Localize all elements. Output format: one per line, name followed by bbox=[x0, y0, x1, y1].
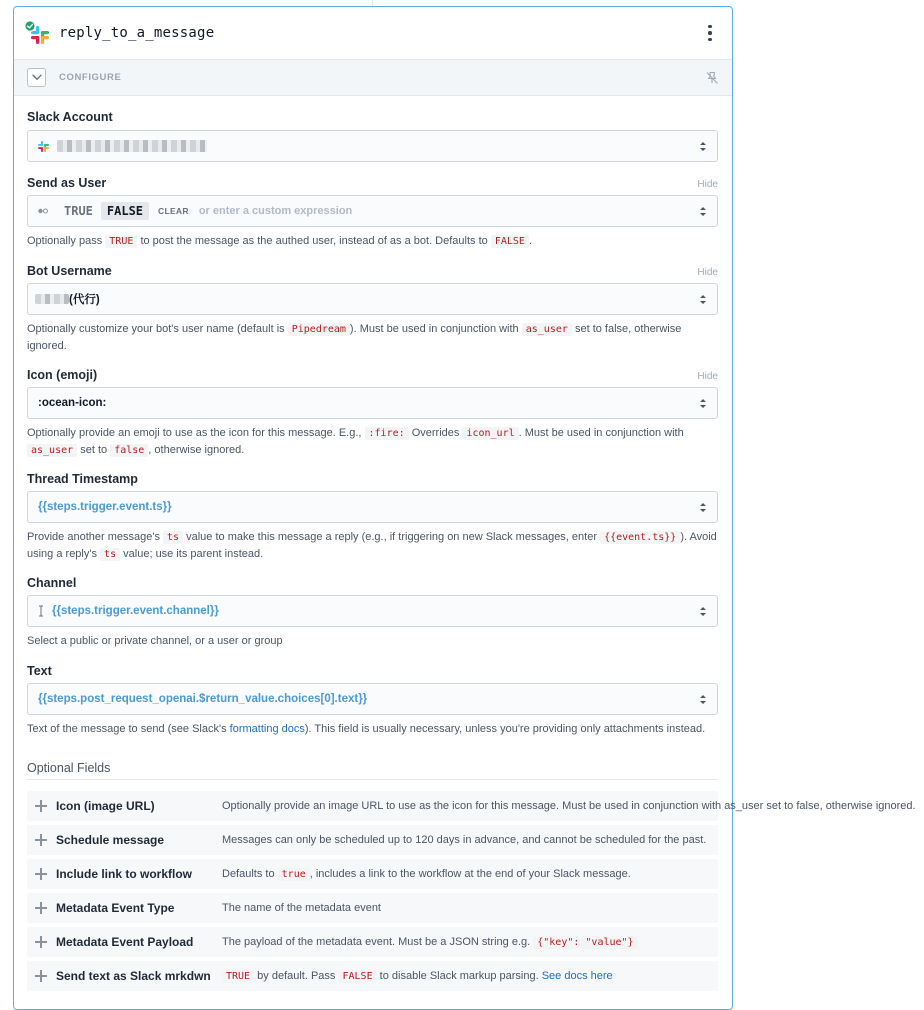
thread-timestamp-value: {{steps.trigger.event.ts}} bbox=[38, 501, 172, 513]
channel-description: Select a public or private channel, or a user or group bbox=[27, 635, 283, 647]
select-chevron-icon bbox=[699, 605, 707, 618]
slack-account-select[interactable] bbox=[27, 130, 718, 162]
optional-fields-title: Optional Fields bbox=[27, 761, 718, 780]
toggle-icon bbox=[38, 208, 48, 214]
redacted-bot-name bbox=[35, 294, 69, 304]
optional-field-row[interactable] bbox=[27, 859, 718, 889]
optional-field-row[interactable] bbox=[27, 893, 718, 923]
select-chevron-icon bbox=[699, 205, 707, 218]
collapse-toggle-button[interactable] bbox=[27, 68, 46, 87]
formatting-docs-link[interactable]: formatting docs bbox=[229, 723, 305, 735]
slack-account-field bbox=[27, 110, 718, 162]
optional-field-row[interactable] bbox=[27, 927, 718, 957]
optional-field-row[interactable] bbox=[27, 825, 718, 855]
text-description: Text of the message to send (see Slack's formatting docs). This field is usually necessary, unless you're providing only attachments instead. bbox=[27, 723, 706, 735]
bot-username-label: Bot Username bbox=[27, 264, 112, 278]
plus-icon bbox=[35, 868, 47, 880]
more-options-icon[interactable] bbox=[701, 21, 719, 45]
slack-app-icon bbox=[24, 20, 50, 46]
select-chevron-icon bbox=[699, 693, 707, 706]
thread-timestamp-description: Provide another message's ts value to make this message a reply (e.g., if triggering on new Slack messages, enter {{event.ts}} ). Avoid using a reply's ts value; use its parent instead. bbox=[27, 531, 717, 560]
icon-emoji-value: :ocean-icon: bbox=[38, 397, 107, 409]
plus-icon bbox=[35, 902, 47, 914]
step-title[interactable]: reply_to_a_message bbox=[59, 25, 215, 41]
bot-username-suffix: (代行) bbox=[69, 294, 100, 306]
custom-expression-placeholder: or enter a custom expression bbox=[198, 205, 353, 217]
optional-field-description: TRUE by default. Pass FALSE to disable Slack markup parsing. See docs here bbox=[222, 970, 718, 982]
bot-username-field bbox=[27, 264, 718, 355]
hide-bot-username-link[interactable]: Hide bbox=[697, 267, 718, 278]
configure-label: CONFIGURE bbox=[59, 72, 122, 83]
text-value: {{steps.post_request_openai.$return_value.choices[0].text}} bbox=[38, 693, 368, 705]
optional-fields-section bbox=[27, 761, 916, 991]
plus-icon bbox=[35, 970, 47, 982]
channel-field bbox=[27, 576, 718, 650]
optional-field-description: Defaults to true , includes a link to the workflow at the end of your Slack message. bbox=[222, 868, 631, 880]
clear-button[interactable]: CLEAR bbox=[158, 206, 189, 216]
select-chevron-icon bbox=[699, 293, 707, 306]
icon-emoji-description: Optionally provide an emoji to use as the icon for this message. E.g., :fire: Overrides icon_url . Must be used in conjunction with as_user set to false , otherwise ignored. bbox=[27, 427, 684, 456]
select-chevron-icon bbox=[699, 397, 707, 410]
true-option[interactable]: TRUE bbox=[64, 204, 93, 218]
icon-emoji-input[interactable] bbox=[27, 387, 718, 419]
thread-timestamp-field bbox=[27, 472, 718, 563]
optional-field-row[interactable] bbox=[27, 791, 916, 821]
see-docs-link[interactable]: See docs here bbox=[541, 970, 613, 982]
optional-field-name: Send text as Slack mrkdwn bbox=[56, 969, 211, 983]
bot-username-description: Optionally customize your bot's user name (default is Pipedream ). Must be used in conjunction with as_user set to false, otherwise ignored. bbox=[27, 323, 682, 352]
optional-field-name: Metadata Event Payload bbox=[56, 935, 194, 949]
bot-username-input[interactable] bbox=[27, 283, 718, 315]
text-input[interactable] bbox=[27, 683, 718, 715]
icon-emoji-label: Icon (emoji) bbox=[27, 368, 98, 382]
send-as-user-field bbox=[27, 176, 718, 250]
text-field bbox=[27, 664, 718, 738]
optional-field-description: The payload of the metadata event. Must be a JSON string e.g. {"key": "value"} bbox=[222, 936, 718, 948]
send-as-user-input[interactable] bbox=[27, 195, 718, 227]
channel-input[interactable] bbox=[27, 595, 718, 627]
text-label: Text bbox=[27, 664, 52, 678]
channel-label: Channel bbox=[27, 576, 77, 590]
channel-value: {{steps.trigger.event.channel}} bbox=[52, 605, 219, 617]
plus-icon bbox=[35, 834, 47, 846]
optional-field-description: Optionally provide an image URL to use as the icon for this message. Must be used in conjunction with as_user set to false, otherwise ignored. bbox=[222, 800, 916, 812]
icon-emoji-field bbox=[27, 368, 718, 459]
thread-timestamp-input[interactable] bbox=[27, 491, 718, 523]
hide-icon-emoji-link[interactable]: Hide bbox=[697, 371, 718, 382]
plus-icon bbox=[35, 800, 47, 812]
text-cursor-icon bbox=[38, 605, 44, 617]
optional-field-name: Metadata Event Type bbox=[56, 901, 175, 915]
send-as-user-label: Send as User bbox=[27, 176, 107, 190]
step-header bbox=[14, 7, 732, 60]
optional-field-name: Include link to workflow bbox=[56, 867, 193, 881]
slack-small-icon bbox=[38, 141, 49, 152]
send-as-user-description: Optionally pass TRUE to post the message as the authed user, instead of as a bot. Defaults to FALSE . bbox=[27, 235, 533, 247]
plus-icon bbox=[35, 936, 47, 948]
unpin-icon[interactable] bbox=[705, 71, 719, 85]
optional-field-row[interactable] bbox=[27, 961, 718, 991]
select-chevron-icon bbox=[699, 140, 707, 153]
thread-timestamp-label: Thread Timestamp bbox=[27, 472, 138, 486]
optional-field-name: Icon (image URL) bbox=[56, 799, 155, 813]
optional-field-name: Schedule message bbox=[56, 833, 165, 847]
step-card bbox=[13, 6, 916, 1010]
select-chevron-icon bbox=[699, 501, 707, 514]
chevron-down-icon bbox=[32, 74, 42, 81]
slack-account-label: Slack Account bbox=[27, 110, 113, 124]
redacted-account-name bbox=[57, 140, 207, 152]
configure-section-header bbox=[14, 60, 732, 96]
false-option[interactable]: FALSE bbox=[101, 202, 149, 220]
hide-send-as-user-link[interactable]: Hide bbox=[697, 179, 718, 190]
optional-field-description: The name of the metadata event bbox=[222, 902, 381, 914]
optional-field-description: Messages can only be scheduled up to 120 days in advance, and cannot be scheduled for the past. bbox=[222, 834, 707, 846]
